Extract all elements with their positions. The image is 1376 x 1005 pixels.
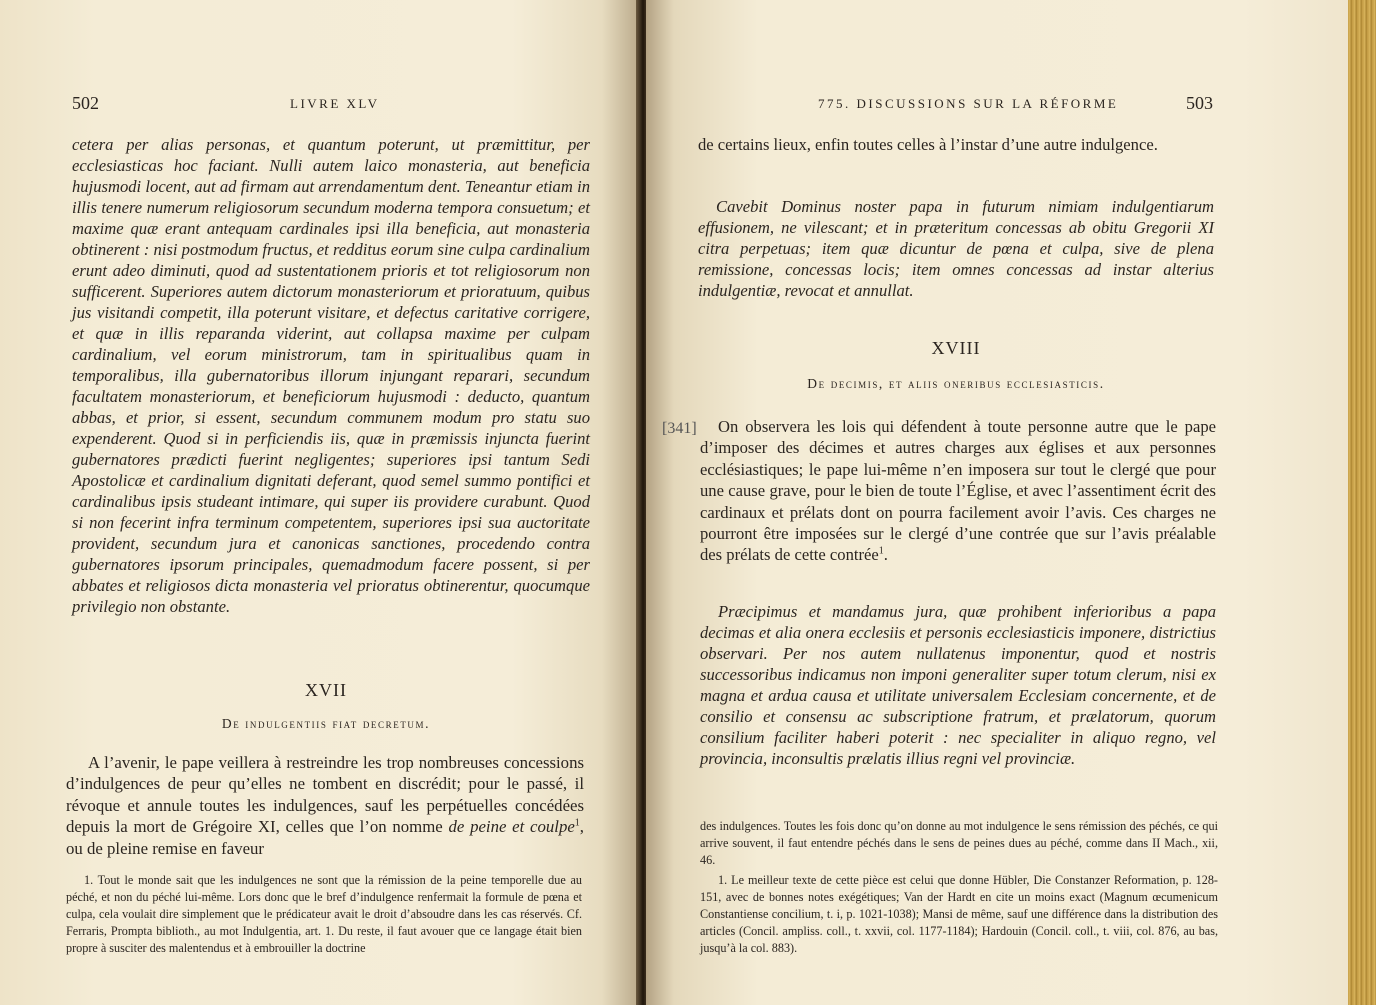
french-paragraph-text: On observera les lois qui défendent à toute personne autre que le pape d’imposer des décimes et autres charges aux églises et aux personnes ecclésiastiques; le pape lui-même n’en imposera sur tout le clergé que pour une cause grave, pour le bien de toute l’Église, et avec l’assentiment écrit des cardinaux et prélats dont on pourra facilement avoir l’avis. Ces charges ne pourront être imposées sur le clergé d’une contrée que sur l’avis préalable des prélats de cette contrée (700, 417, 1216, 565)
running-head-left: LIVRE XLV (290, 96, 380, 111)
footnote-ref-1-right: 1 (878, 545, 884, 557)
page-number-left: 502 (72, 93, 99, 113)
footnote-ref-1: 1 (574, 817, 580, 829)
footnote-right: 1. Le meilleur texte de cette pièce est celui que donne Hübler, Die Constanzer Reformation, p. 128-151, avec de bonnes notes exégétiques; Van der Hardt en cite un moins exact (Magnum œcumenicum Constantiense concilium, t. i, p. 1021-1038); Mansi de même, sauf une différence dans la distribution des articles (Concil. ampliss. coll., t. xxvii, col. 1177-1184); Hardouin (Concil. coll., t. viii, col. 876, au bas, jusqu’à la col. 883). (700, 873, 1218, 955)
running-head-right: 775. DISCUSSIONS SUR LA RÉFORME (818, 96, 1119, 111)
page-edges (1348, 0, 1376, 1005)
section-title-xvii: De indulgentiis fiat decretum. (221, 716, 431, 731)
french-continuation: de certains lieux, enfin toutes celles à l’instar d’une autre indulgence. (698, 135, 1158, 154)
french-paragraph-right: On observera les lois qui défendent à toute personne autre que le pape d’imposer des décimes et autres charges aux églises et aux personnes ecclésiastiques; le pape lui-même n’en imposera sur tout le clergé que pour une cause grave, pour le bien de toute l’Église, et avec l’assentiment écrit des cardinaux et prélats dont on pourra facilement avoir l’avis. Ces charges ne pourront être imposées sur le clergé d’une contrée que sur l’avis préalable des prélats de cette contrée$^1$. (700, 417, 1216, 565)
french-text-start: A l’avenir, le pape veillera à restreindre les trop nombreuses concessions d’indulgences de peur qu’elles ne tombent en discrédit; pour le passé, il révoque et annule toutes les indulgences, sauf les perpétuelles concédées depuis la mort de Grégoire XI, celles que l’on nomme (66, 753, 584, 837)
section-number-xvii: XVII (305, 680, 347, 700)
latin-paragraph-right-1: Cavebit Dominus noster papa in futurum nimiam indulgentiarum effusionem, ne vilescant; et in præteritum concessas ab obitu Gregorii XI citra perpetuas; item quæ dicuntur de pœna et culpa, sive de plena remissione, concessas locis; item omnes concessas ad instar alterius indulgentiæ, revocat et annullat. (698, 197, 1214, 300)
french-italic-term: de peine et coulpe (448, 817, 575, 837)
marginal-reference: [341] (662, 420, 697, 437)
page-number-right: 503 (1186, 93, 1213, 113)
french-paragraph-left (66, 752, 584, 859)
footnote-continuation: des indulgences. Toutes les fois donc qu’on donne au mot indulgence le sens rémission des péchés, ce qui arrive souvent, il faut entendre péchés dans le sens de peines dues au péché, comme dans II Mach., xii, 46. (700, 819, 1218, 867)
latin-paragraph-right-2: Præcipimus et mandamus jura, quæ prohibent inferioribus a papa decimas et alia onera ecclesiis et personis ecclesiasticis imponere, districtius observari. Per nos autem nullatenus imponentur, quod et nostris successoribus indicamus non imponi generaliter super totum clerum, nisi ex magna et ardua causa et utilitate universalem Ecclesiam concernente, et de consilio et consensu ac subscriptione fratrum, et prælatorum, quorum consilium faciliter haberi poterit : nec specialiter in aliquo regno, vel provincia, inconsultis prælatis illius regni vel provinciæ. (700, 602, 1216, 768)
section-title-xviii: De decimis, et aliis oneribus ecclesiasticis. (807, 376, 1105, 391)
section-number-xviii: XVIII (931, 338, 981, 358)
french-text-end: , ou de pleine remise en faveur (66, 817, 584, 858)
footnote-left: 1. Tout le monde sait que les indulgences ne sont que la rémission de la peine temporelle due au péché, et non du péché lui-même. Lors donc que le bref d’indulgence renfermait la formule de pœna et culpa, cela voulait dire simplement que le prédicateur avait le droit d’absoudre dans les cas réservés. Cf. Ferraris, Prompta biblioth., au mot Indulgentia, art. 1. Du reste, il faut avouer que ce langage était bien propre à susciter des malentendus et à embrouiller la doctrine (66, 873, 582, 955)
latin-paragraph-left: cetera per alias personas, et quantum poterunt, ut præmittitur, per ecclesiasticas hoc faciant. Nulli autem laico monasteria, aut beneficia hujusmodi locent, aut ad firmam aut arrendamentum dent. Teneantur etiam in illis tenere numerum religiosorum secundum moderna tempora consuetum; et maxime quæ erant antequam cardinales ipsi illa beneficia, aut monasteria obtinerent : nisi postmodum fructus, et redditus eorum sine culpa cardinalium erunt adeo diminuti, quod ad sustentationem prioris et tot religiosorum non sufficerent. Superiores autem dictorum monasteriorum et prioratuum, quibus jus visitandi competit, illa poterunt visitare, et defectus caritative corrigere, et quæ in illis reparanda viderint, aut collapsa maxime per culpam cardinalium, vel eorum ministrorum, tam in spiritualibus quam in temporalibus, illa gubernatoribus illorum injungant reparari, secundum facultatem monasteriorum, et beneficiorum hujusmodi : deducto, quantum abbas, et prior, si essent, secundum communem modum pro statu suo expenderent. Quod si in perficiendis iis, quæ in præmissis injuncta fuerint gubernatores prædicti fuerint negligentes; superiores ipsi tantum Sedi Apostolicæ et cardinalium dignitati deferant, quod semel summo pontifici et cardinalibus ipsis studeant intimare, qui super iis providere curabunt. Quod si non fecerint infra terminum competentem, superiores ipsi sua auctoritate provident, secundum jura et canonicas sanctiones, procedendo contra gubernatores ipsorum principales, quemadmodum facere possent, si per abbates et religiosos dicta monasteria vel prioratus obtinerentur, quocumque privilegio non obstante. (72, 135, 590, 616)
